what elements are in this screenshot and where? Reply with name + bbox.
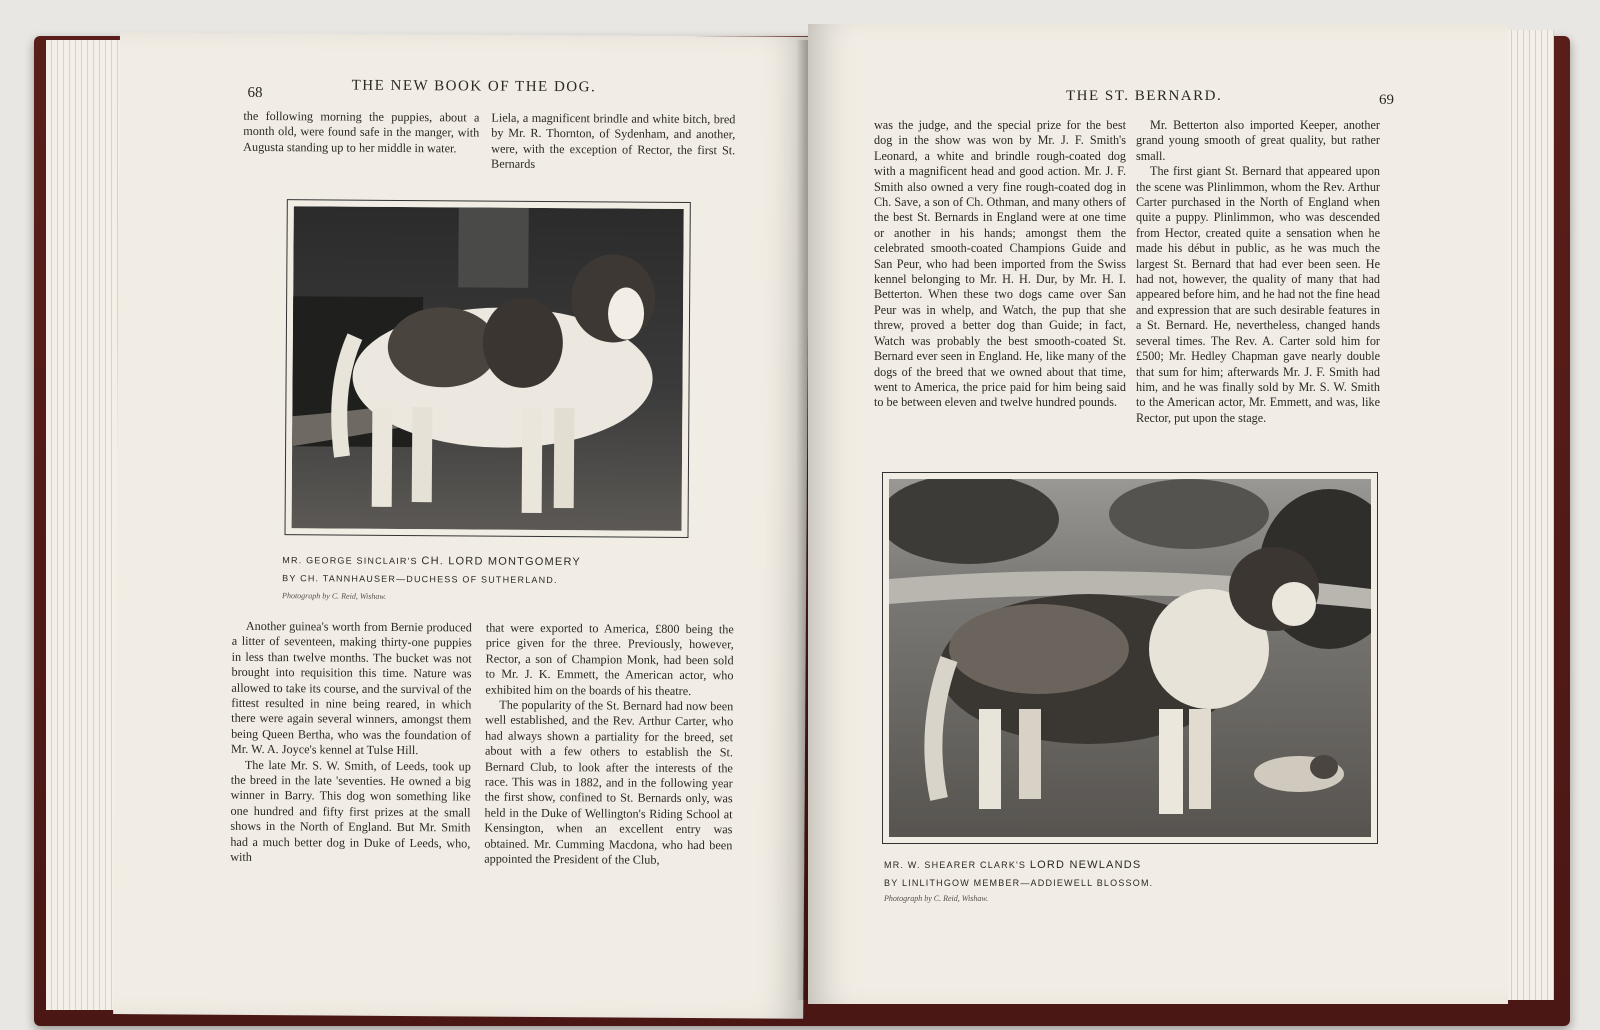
- bottom-column-2: [484, 621, 734, 869]
- right-page: [808, 24, 1508, 1004]
- paragraph: that were exported to America, £800 being the price given for the three. Previously, however, Rector, a son of Champion Monk, had been sold to Mr. J. K. Emmett, the American actor, who exhibited him on the boards of his theatre.: [485, 620, 734, 698]
- photo-caption: [282, 551, 581, 589]
- caption-dog-name: LORD NEWLANDS: [1029, 859, 1142, 871]
- photo-caption: [884, 856, 1153, 892]
- paragraph: the following morning the puppies, about a month old, were found safe in the manger, with Augusta standing up to her middle in water.: [243, 108, 480, 156]
- caption-owner: MR. GEORGE SINCLAIR'S: [282, 555, 418, 567]
- caption-pedigree: BY LINLITHGOW MEMBER—ADDIEWELL BLOSSOM.: [884, 878, 1154, 888]
- st-bernard-photo: [292, 206, 684, 531]
- caption-owner: MR. W. SHEARER CLARK'S: [884, 860, 1027, 870]
- paragraph: Mr. Betterton also imported Keeper, another grand young smooth of great quality, but rather small.: [1136, 118, 1380, 163]
- caption-dog-name: CH. LORD MONTGOMERY: [421, 555, 581, 569]
- caption-pedigree: BY CH. TANNHAUSER—DUCHESS OF SUTHERLAND.: [282, 573, 558, 586]
- st-bernard-photo: [889, 479, 1371, 837]
- page-number: 69: [1379, 92, 1394, 108]
- top-column-2: [1136, 118, 1380, 426]
- running-head: THE NEW BOOK OF THE DOG.: [351, 77, 597, 96]
- top-column-1: [874, 118, 1126, 411]
- top-column-1: [243, 109, 479, 157]
- photo-lord-montgomery: [284, 199, 690, 538]
- bottom-column-1: [230, 619, 472, 867]
- paragraph: The late Mr. S. W. Smith, of Leeds, took up the breed in the late 'seventies. He owned a big winner in Barry. This dog won something like one hundred and fifty first prizes at the small shows in the North of England. But Mr. Smith had a much better dog in Duke of Leeds, who, with: [230, 757, 471, 865]
- paragraph: Another guinea's worth from Bernie produced a litter of seventeen, making thirty-one puppies in less than twelve months. The bucket was not brought into requisition this time. Nature was allowed to take its course, and the survival of the fittest resulted in nine being reared, in which there were again several winners, amongst them being Queen Bertha, who was the foundation of Mr. W. A. Joyce's kennel at Tulse Hill.: [230, 618, 472, 758]
- running-head: THE ST. BERNARD.: [1066, 88, 1223, 104]
- paragraph: was the judge, and the special prize for the best dog in the show was won by Mr. J. F. Smith's Leonard, a white and brindle rough-coated dog with a magnificent head and good action. Mr. J. F. Smith also owned a very fine rough-coated dog in Ch. Save, a son of Ch. Othman, and many others of the best St. Bernards in England were at one time or another in his hands; amongst them the celebrated smooth-coated Champions Guide and San Peur, who had been imported from the Swiss kennel belonging to Mr. H. H. Dur, by Mr. H. I. Betterton. When these two dogs came over San Peur was in whelp, and Watch, the pup that she threw, proved a better dog than Guide; in fact, Watch was probably the best smooth-coated St. Bernard ever seen in England. He, like many of the dogs of the breed that we owned about that time, went to America, the price paid for him being said to be between eleven and twelve hundred pounds.: [874, 118, 1126, 410]
- photo-credit: Photograph by C. Reid, Wishaw.: [884, 894, 989, 903]
- photo-credit: Photograph by C. Reid, Wishaw.: [282, 591, 387, 601]
- paragraph: The first giant St. Bernard that appeared upon the scene was Plinlimmon, whom the Rev. Arthur Carter purchased in the North of England when quite a puppy. Plinlimmon, who was descended from Hector, created quite a sensation when he made his début in public, as he was much the largest St. Bernard that had ever been seen. He had not, however, the quality of many that had appeared before him, and he had not the fine head and expression that are such desirable features in a St. Bernard. He, nevertheless, changed hands several times. The Rev. A. Carter sold him for £500; Mr. Hedley Chapman gave nearly double that sum for him; afterwards Mr. J. F. Smith had him, and he was finally sold by Mr. S. W. Smith to the American actor, Mr. Emmett, and was, like Rector, put upon the stage.: [1136, 164, 1380, 425]
- left-page: [113, 32, 810, 1019]
- paragraph: Liela, a magnificent brindle and white bitch, bred by Mr. R. Thornton, of Sydenham, and another, were, with the exception of Rector, the first St. Bernards: [491, 110, 736, 172]
- paragraph: The popularity of the St. Bernard had now been well established, and the Rev. Arthur Carter, who had always shown a partiality for the breed, set about with a few others to establish the St. Bernard Club, to look after the interests of the race. This was in 1882, and in the following year the first show, confined to St. Bernards only, was held in the Duke of Wellington's Riding School at Kensington, when an excellent entry was obtained. Mr. Cumming Macdona, who had been appointed the President of the Club,: [484, 697, 734, 867]
- page-number: 68: [247, 84, 263, 101]
- photo-lord-newlands: [882, 472, 1378, 844]
- top-column-2: [491, 111, 735, 174]
